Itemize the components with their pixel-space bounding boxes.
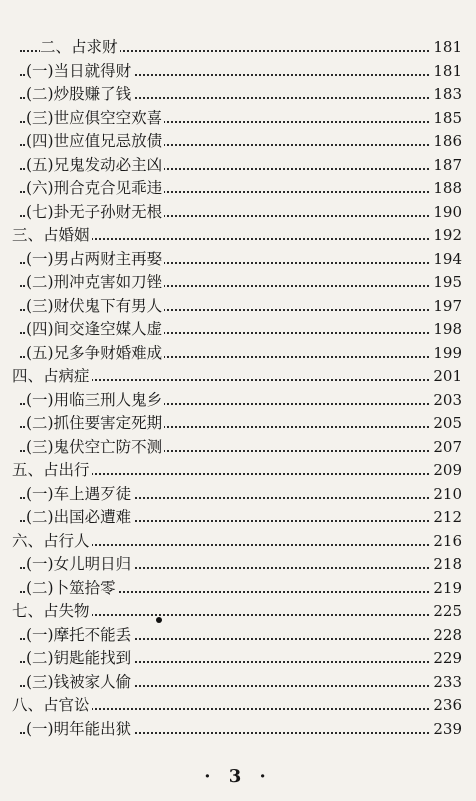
- toc-entry-row: [0, 483, 476, 507]
- toc-page-number: 229: [431, 647, 462, 671]
- toc-entry-title: (二)炒股赚了钱: [26, 83, 133, 107]
- toc-entry-row: [0, 718, 476, 742]
- toc-entry-row: [0, 154, 476, 178]
- toc-section-title: 八、占官讼: [12, 694, 92, 718]
- toc-page-number: 207: [431, 436, 462, 460]
- toc-entry-title: (七)卦无子孙财无根: [26, 201, 164, 225]
- toc-entry-title: (四)间交逢空媒人虚: [26, 318, 164, 342]
- toc-entry-row: [0, 342, 476, 366]
- toc-page-number: 219: [431, 577, 462, 601]
- toc-page-number: 181: [431, 60, 462, 84]
- toc-section-row: [0, 530, 476, 554]
- toc-page-number: 188: [431, 177, 462, 201]
- toc-entry-title: (一)车上遇歹徒: [26, 483, 133, 507]
- toc-entry-row: [0, 436, 476, 460]
- toc-page-number: 183: [431, 83, 462, 107]
- toc-entry-title: (一)男占两财主再娶: [26, 248, 164, 272]
- toc-page-number: 185: [431, 107, 462, 131]
- toc-entry-row: [0, 83, 476, 107]
- toc-page-number: 205: [431, 412, 462, 436]
- toc-entry-title: (六)刑合克合见乖违: [26, 177, 164, 201]
- toc-page-number: 190: [431, 201, 462, 225]
- toc-entry-row: [0, 271, 476, 295]
- toc-page-number: 195: [431, 271, 462, 295]
- toc-page-number: 194: [431, 248, 462, 272]
- toc-page-number: 225: [431, 600, 462, 624]
- table-of-contents: [0, 36, 476, 741]
- toc-page-number: 209: [431, 459, 462, 483]
- toc-section-title: 三、占婚姻: [12, 224, 92, 248]
- toc-entry-row: [0, 318, 476, 342]
- toc-page-number: 228: [431, 624, 462, 648]
- toc-entry-row: [0, 389, 476, 413]
- toc-page-number: 201: [431, 365, 462, 389]
- ink-speck: [156, 617, 162, 623]
- toc-section-row: [0, 224, 476, 248]
- toc-entry-row: [0, 671, 476, 695]
- toc-section-title: 七、占失物: [12, 600, 92, 624]
- toc-entry-row: [0, 577, 476, 601]
- toc-entry-row: [0, 177, 476, 201]
- toc-section-row: [0, 459, 476, 483]
- toc-entry-row: [0, 624, 476, 648]
- toc-entry-row: [0, 506, 476, 530]
- toc-page-number: 198: [431, 318, 462, 342]
- toc-page-number: 181: [431, 36, 462, 60]
- toc-entry-title: (四)世应值兄忌放债: [26, 130, 164, 154]
- toc-page-number: 210: [431, 483, 462, 507]
- toc-entry-title: (一)摩托不能丢: [26, 624, 133, 648]
- toc-section-row: [0, 365, 476, 389]
- page-number: · 3 ·: [204, 766, 272, 787]
- toc-section-row: [0, 694, 476, 718]
- toc-entry-row: [0, 130, 476, 154]
- toc-entry-title: (二)抓住要害定死期: [26, 412, 164, 436]
- toc-entry-row: [0, 412, 476, 436]
- toc-page-number: 218: [431, 553, 462, 577]
- toc-section-row: [0, 36, 476, 60]
- toc-section-title: 四、占病症: [12, 365, 92, 389]
- toc-page-number: 199: [431, 342, 462, 366]
- toc-entry-title: (二)出国必遭难: [26, 506, 133, 530]
- toc-entry-title: (二)卜筮拾零: [26, 577, 118, 601]
- toc-section-row: [0, 600, 476, 624]
- toc-entry-row: [0, 60, 476, 84]
- toc-entry-title: (五)兄多争财婚难成: [26, 342, 164, 366]
- toc-page-number: 197: [431, 295, 462, 319]
- toc-section-title: 二、占求财: [40, 36, 120, 60]
- toc-entry-title: (一)女儿明日归: [26, 553, 133, 577]
- toc-entry-title: (一)用临三刑人鬼乡: [26, 389, 164, 413]
- toc-entry-title: (一)当日就得财: [26, 60, 133, 84]
- toc-entry-title: (三)鬼伏空亡防不测: [26, 436, 164, 460]
- toc-page-number: 203: [431, 389, 462, 413]
- toc-entry-title: (三)财伏鬼下有男人: [26, 295, 164, 319]
- toc-entry-title: (一)明年能出狱: [26, 718, 133, 742]
- toc-entry-row: [0, 201, 476, 225]
- toc-entry-title: (二)刑冲克害如刀锉: [26, 271, 164, 295]
- toc-page-number: 236: [431, 694, 462, 718]
- toc-section-title: 六、占行人: [12, 530, 92, 554]
- toc-entry-row: [0, 248, 476, 272]
- toc-page-number: 233: [431, 671, 462, 695]
- toc-entry-title: (三)世应俱空空欢喜: [26, 107, 164, 131]
- toc-entry-title: (三)钱被家人偷: [26, 671, 133, 695]
- toc-entry-title: (五)兄鬼发动必主凶: [26, 154, 164, 178]
- toc-page-number: 186: [431, 130, 462, 154]
- toc-section-title: 五、占出行: [12, 459, 92, 483]
- toc-entry-row: [0, 647, 476, 671]
- toc-entry-row: [0, 107, 476, 131]
- toc-page-number: 212: [431, 506, 462, 530]
- toc-page-number: 187: [431, 154, 462, 178]
- toc-page-number: 216: [431, 530, 462, 554]
- toc-entry-row: [0, 295, 476, 319]
- toc-entry-title: (二)钥匙能找到: [26, 647, 133, 671]
- toc-page-number: 192: [431, 224, 462, 248]
- toc-entry-row: [0, 553, 476, 577]
- toc-page-number: 239: [431, 718, 462, 742]
